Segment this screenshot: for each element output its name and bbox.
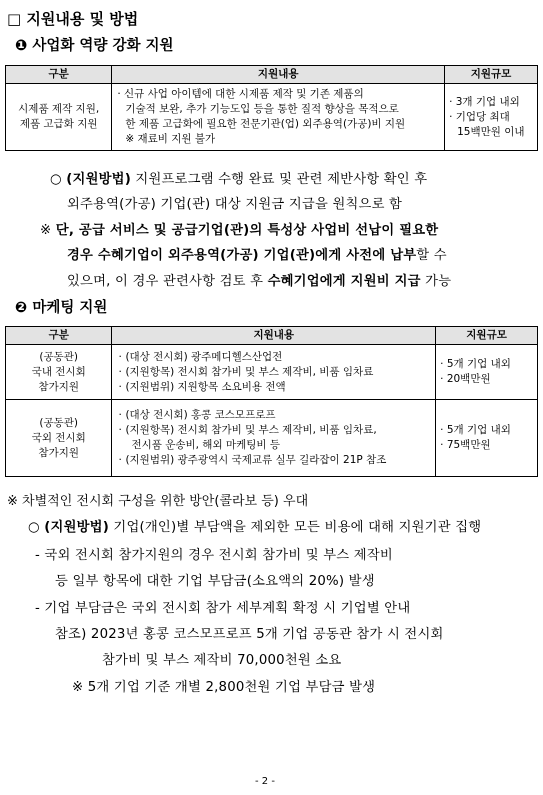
page-number: - 2 -	[255, 776, 275, 787]
table-marketing-support	[5, 326, 538, 477]
table-header-category: 구분	[6, 66, 112, 84]
dash2-line3: 참가비 및 부스 제작비 70,000천원 소요	[102, 653, 342, 668]
table-header-content: 지원내용	[112, 66, 445, 84]
table-cell-content: · (대상 전시회) 광주메디헬스산업전 · (지원항목) 전시회 참가비 및 부스 제작비, 비품 임차료 · (지원범위) 지원항목 소요비용 전액	[112, 345, 436, 400]
method1-line2: 외주용역(가공) 기업(관) 대상 지원금 지급을 원칙으로 함	[67, 197, 403, 212]
table-row	[6, 345, 538, 400]
table-business-support	[5, 65, 538, 151]
table-cell-content: · 신규 사업 아이템에 대한 시제품 제작 및 기존 제품의 기술적 보완, 추가 기능도입 등을 통한 질적 향상을 목적으로 한 제품 고급화에 필요한 전문기관(업) 외주용역(가공)비 지원 ※ 재료비 지원 불가	[112, 84, 445, 151]
table-cell-scale: · 5개 기업 내외 · 75백만원	[436, 400, 538, 477]
table-header-scale: 지원규모	[436, 327, 538, 345]
table-cell-category: 시제품 제작 지원, 제품 고급화 지원	[6, 84, 112, 151]
dash1-line2: 등 일부 항목에 대한 기업 부담금(소요액의 20%) 발생	[55, 574, 375, 589]
method1-note-line1: ※ 단, 공급 서비스 및 공급기업(관)의 특성상 사업비 선납이 필요한	[40, 223, 439, 238]
table-cell-scale: · 5개 기업 내외 · 20백만원	[436, 345, 538, 400]
dash1-line1: - 국외 전시회 참가지원의 경우 전시회 참가비 및 부스 제작비	[35, 548, 393, 563]
table-cell-category: (공동관) 국외 전시회 참가지원	[6, 400, 112, 477]
table-row	[6, 400, 538, 477]
table-header-scale: 지원규모	[445, 66, 538, 84]
table-row	[6, 84, 538, 151]
dash2-line1: - 기업 부담금은 국외 전시회 참가 세부계획 확정 시 기업별 안내	[35, 601, 411, 616]
dash2-line4: ※ 5개 기업 기준 개별 2,800천원 기업 부담금 발생	[72, 680, 376, 695]
section-title: □ 지원내용 및 방법	[7, 10, 139, 28]
table-header-content: 지원내용	[112, 327, 436, 345]
subsection-title-2: ❷ 마케팅 지원	[15, 300, 108, 316]
table-cell-scale: · 3개 기업 내외 · 기업당 최대 15백만원 이내	[445, 84, 538, 151]
table-header-category: 구분	[6, 327, 112, 345]
method1-note-line3: 있으며, 이 경우 관련사항 검토 후 수혜기업에게 지원비 지급 가능	[67, 274, 452, 289]
table-cell-content: · (대상 전시회) 홍콩 코스모프로프 · (지원항목) 전시회 참가비 및 부스 제작비, 비품 임차료, 전시품 운송비, 해외 마케팅비 등 · (지원범위) 광주광역시 국제교류 실무 길라잡이 21P 참조	[112, 400, 436, 477]
method2-line: ○ (지원방법) 기업(개인)별 부담액을 제외한 모든 비용에 대해 지원기관 집행	[28, 520, 482, 535]
preference-note: ※ 차별적인 전시회 구성을 위한 방안(콜라보 등) 우대	[7, 494, 309, 509]
dash2-line2: 참조) 2023년 홍콩 코스모프로프 5개 기업 공동관 참가 시 전시회	[55, 627, 444, 642]
table-cell-category: (공동관) 국내 전시회 참가지원	[6, 345, 112, 400]
method1-line1: ○ (지원방법) 지원프로그램 수행 완료 및 관련 제반사항 확인 후	[50, 172, 428, 187]
subsection-title-1: ❶ 사업화 역량 강화 지원	[15, 38, 174, 54]
method1-note-line2: 경우 수혜기업이 외주용역(가공) 기업(관)에게 사전에 납부할 수	[67, 248, 447, 263]
